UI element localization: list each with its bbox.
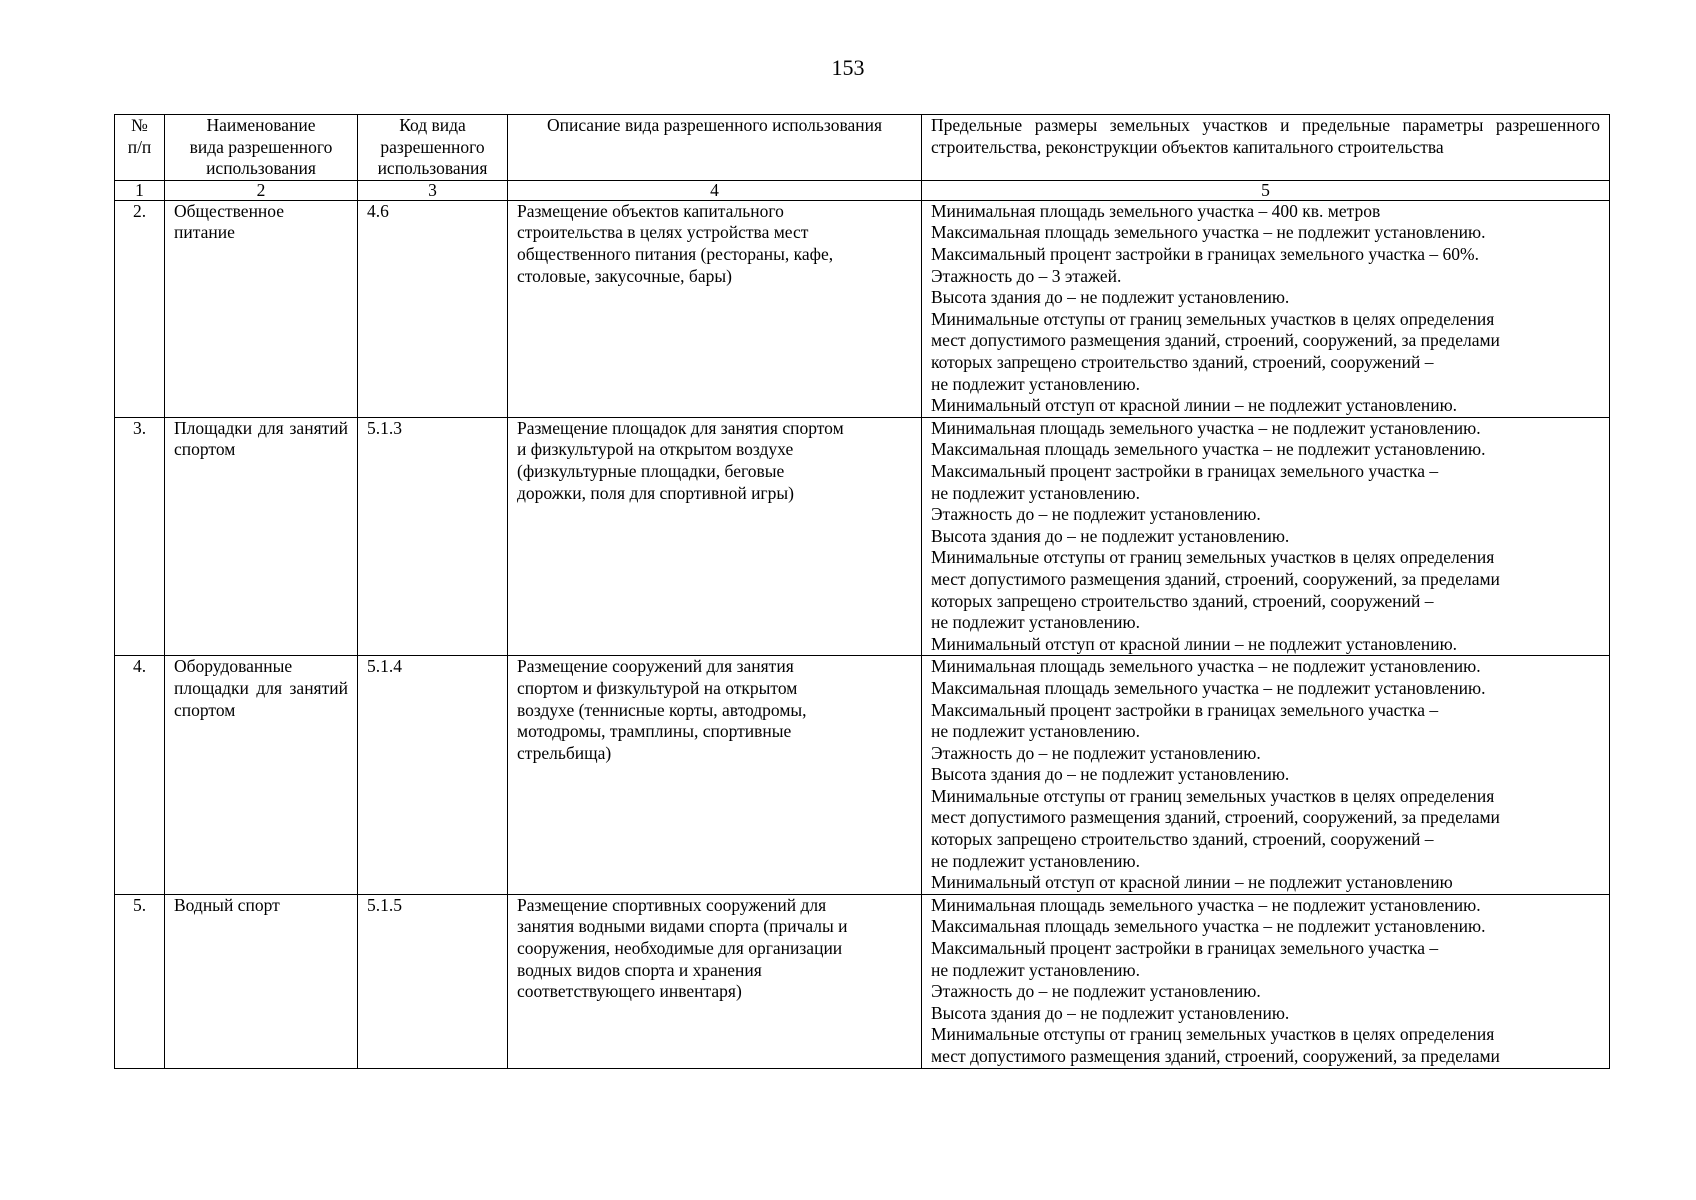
param-line: Максимальный процент застройки в границах земельного участка – 60%. [931, 243, 1480, 264]
param-line: Минимальный отступ от красной линии – не подлежит установлению [931, 872, 1453, 893]
use-name: Водный спорт [165, 894, 358, 1068]
param-line: мест допустимого размещения зданий, строений, сооружений, за пределами [931, 568, 1500, 589]
column-number-row [115, 180, 1610, 200]
use-code: 5.1.4 [358, 656, 508, 895]
param-line: Этажность до – 3 этажей. [931, 265, 1122, 286]
description-line: и физкультурой на открытом воздухе [517, 439, 794, 460]
param-line: Высота здания до – не подлежит установлению. [931, 1002, 1290, 1023]
header-line: № [131, 115, 148, 135]
use-description [508, 894, 922, 1068]
param-line: Максимальная площадь земельного участка – не подлежит установлению. [931, 439, 1486, 460]
header-line: Описание вида разрешенного использования [546, 115, 883, 135]
param-line: Минимальная площадь земельного участка – не подлежит установлению. [931, 656, 1481, 677]
column-number: 2 [165, 180, 358, 200]
description-line: стрельбища) [517, 742, 612, 763]
param-line: Минимальный отступ от красной линии – не подлежит установлению. [931, 395, 1458, 416]
param-line: Минимальные отступы от границ земельных участков в целях определения [931, 308, 1495, 329]
description-line: дорожки, поля для спортивной игры) [517, 482, 794, 503]
header-cell-params: Предельные размеры земельных участков и предельные параметры разрешенного строительства, реконструкции объектов капитального строительства [922, 115, 1610, 181]
header-line: вида разрешенного [189, 136, 333, 157]
param-line: Этажность до – не подлежит установлению. [931, 981, 1261, 1002]
use-description [508, 656, 922, 895]
description-line: соответствующего инвентаря) [517, 981, 742, 1002]
use-code: 4.6 [358, 200, 508, 417]
header-line: Код вида [399, 115, 466, 135]
description-line: Размещение площадок для занятия спортом [517, 417, 844, 438]
description-line: мотодромы, трамплины, спортивные [517, 721, 792, 742]
param-line: мест допустимого размещения зданий, строений, сооружений, за пределами [931, 1046, 1500, 1066]
use-description [508, 200, 922, 417]
param-line: Этажность до – не подлежит установлению. [931, 742, 1261, 763]
use-params [922, 894, 1610, 1068]
column-number: 3 [358, 180, 508, 200]
description-line: сооружения, необходимые для организации [517, 938, 843, 959]
param-line: Высота здания до – не подлежит установлению. [931, 287, 1290, 308]
table-row [115, 200, 1610, 417]
header-line: п/п [127, 136, 152, 157]
param-line: Максимальная площадь земельного участка – не подлежит установлению. [931, 916, 1486, 937]
param-line: Этажность до – не подлежит установлению. [931, 504, 1261, 525]
header-cell-name [165, 115, 358, 181]
param-line: не подлежит установлению. [931, 721, 1140, 742]
page-number: 153 [831, 55, 865, 80]
param-line: Высота здания до – не подлежит установлению. [931, 764, 1290, 785]
description-line: Размещение спортивных сооружений для [517, 894, 827, 915]
table-row [115, 656, 1610, 895]
param-line: Минимальный отступ от красной линии – не подлежит установлению. [931, 633, 1458, 654]
param-line: Максимальный процент застройки в границах земельного участка – [931, 460, 1439, 481]
description-line: занятия водными видами спорта (причалы и [517, 916, 848, 937]
description-line: (физкультурные площадки, беговые [517, 460, 785, 481]
param-line: не подлежит установлению. [931, 959, 1140, 980]
row-number: 4. [115, 656, 165, 895]
column-number: 4 [508, 180, 922, 200]
description-line: общественного питания (рестораны, кафе, [517, 243, 834, 264]
row-number: 5. [115, 894, 165, 1068]
param-line: не подлежит установлению. [931, 482, 1140, 503]
param-line: Максимальная площадь земельного участка – не подлежит установлению. [931, 677, 1486, 698]
param-line: Минимальные отступы от границ земельных участков в целях определения [931, 1024, 1495, 1045]
header-cell-code [358, 115, 508, 181]
use-description [508, 417, 922, 656]
param-line: мест допустимого размещения зданий, строений, сооружений, за пределами [931, 807, 1500, 828]
land-use-table [114, 114, 1610, 1069]
use-code: 5.1.3 [358, 417, 508, 656]
param-line: Минимальные отступы от границ земельных участков в целях определения [931, 785, 1495, 806]
param-line: которых запрещено строительство зданий, строений, сооружений – [931, 351, 1434, 372]
param-line: Минимальные отступы от границ земельных участков в целях определения [931, 547, 1495, 568]
description-line: Размещение сооружений для занятия [517, 656, 794, 677]
header-cell-description [508, 115, 922, 181]
description-line: воздухе (теннисные корты, автодромы, [517, 699, 807, 720]
description-line: спортом и физкультурой на открытом [517, 677, 798, 698]
param-line: Минимальная площадь земельного участка – 400 кв. метров [931, 200, 1381, 221]
param-line: которых запрещено строительство зданий, строений, сооружений – [931, 590, 1434, 611]
column-number: 5 [922, 180, 1610, 200]
use-name: Оборудованные площадки для занятий спортом [165, 656, 358, 895]
use-params [922, 200, 1610, 417]
header-line: Наименование [206, 115, 316, 135]
column-number: 1 [115, 180, 165, 200]
header-line: использования [206, 158, 316, 179]
header-line: разрешенного [380, 136, 485, 157]
use-name: Общественное питание [165, 200, 358, 417]
param-line: Высота здания до – не подлежит установлению. [931, 525, 1290, 546]
param-line: не подлежит установлению. [931, 850, 1140, 871]
param-line: Максимальный процент застройки в границах земельного участка – [931, 938, 1439, 959]
description-line: столовые, закусочные, бары) [517, 265, 732, 286]
row-number: 2. [115, 200, 165, 417]
use-params [922, 417, 1610, 656]
use-name: Площадки для занятий спортом [165, 417, 358, 656]
param-line: Максимальная площадь земельного участка – не подлежит установлению. [931, 222, 1486, 243]
header-line: использования [377, 158, 488, 179]
param-line: мест допустимого размещения зданий, строений, сооружений, за пределами [931, 330, 1500, 351]
param-line: Минимальная площадь земельного участка – не подлежит установлению. [931, 894, 1481, 915]
table-row [115, 417, 1610, 656]
param-line: не подлежит установлению. [931, 373, 1140, 394]
param-line: не подлежит установлению. [931, 612, 1140, 633]
row-number: 3. [115, 417, 165, 656]
use-params [922, 656, 1610, 895]
use-code: 5.1.5 [358, 894, 508, 1068]
table-header-row [115, 115, 1610, 181]
param-line: Максимальный процент застройки в границах земельного участка – [931, 699, 1439, 720]
param-line: которых запрещено строительство зданий, строений, сооружений – [931, 829, 1434, 850]
description-line: Размещение объектов капитального [517, 200, 784, 221]
header-cell-number [115, 115, 165, 181]
description-line: водных видов спорта и хранения [517, 959, 762, 980]
description-line: строительства в целях устройства мест [517, 222, 809, 243]
param-line: Минимальная площадь земельного участка – не подлежит установлению. [931, 417, 1481, 438]
table-row [115, 894, 1610, 1068]
